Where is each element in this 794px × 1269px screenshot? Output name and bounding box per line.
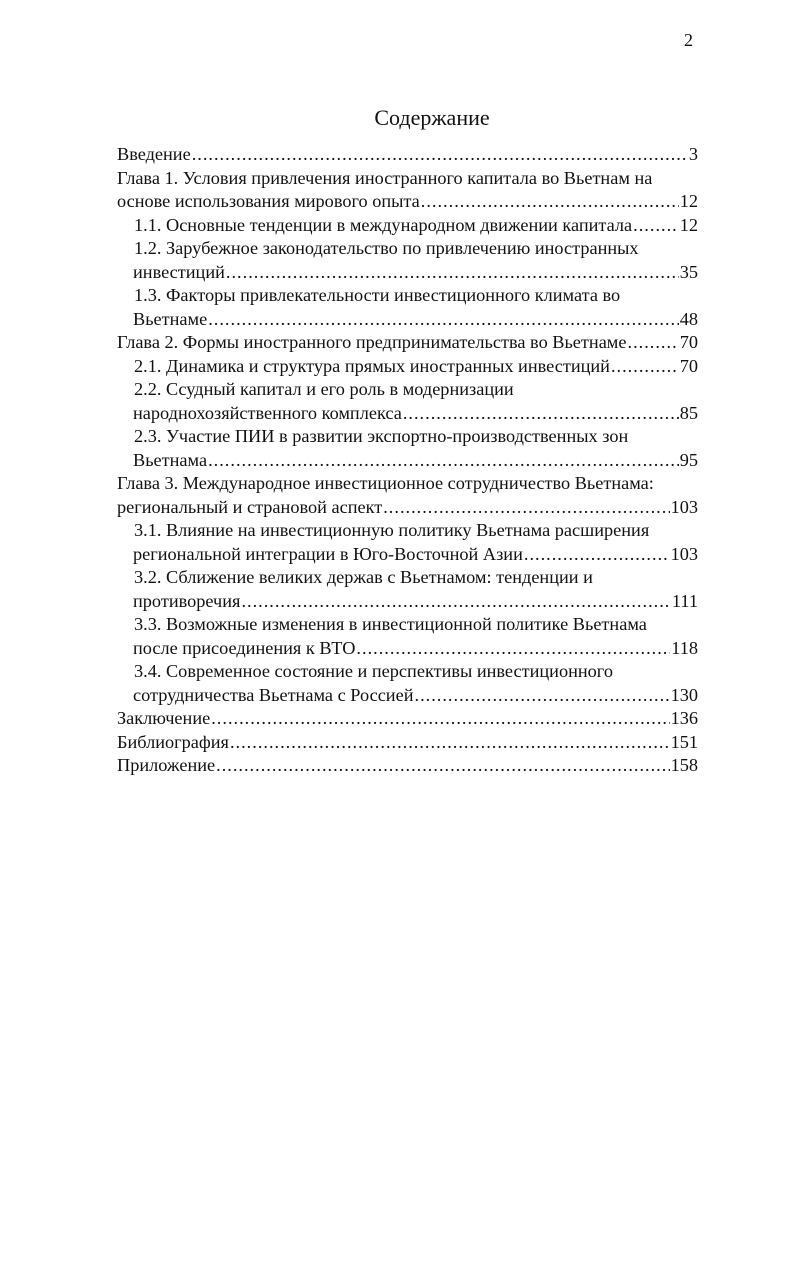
toc-entry-text-line: 3.2. Сближение великих держав с Вьетнамом: тенденции и bbox=[134, 567, 593, 587]
toc-dot-leader bbox=[226, 261, 679, 285]
toc-entry-text: народнохозяйственного комплекса bbox=[133, 402, 402, 423]
toc-entry-text: после присоединения к ВТО bbox=[133, 637, 356, 658]
toc-entry-row bbox=[133, 637, 698, 661]
toc-entry-chapter-3[interactable] bbox=[117, 472, 698, 519]
toc-entry-text: 1.1. Основные тенденции в международном движении капитала bbox=[134, 214, 633, 235]
toc-dot-leader bbox=[216, 754, 669, 778]
toc-entry-row bbox=[133, 261, 698, 285]
toc-entry-text: противоречия bbox=[133, 590, 241, 611]
toc-entry-row bbox=[133, 590, 698, 614]
toc-dot-leader bbox=[230, 731, 670, 755]
toc-page-number: 111 bbox=[671, 590, 698, 611]
toc-entry-row bbox=[134, 355, 698, 379]
toc-dot-leader bbox=[208, 449, 679, 473]
toc-dot-leader bbox=[403, 402, 679, 426]
toc-page-number: 85 bbox=[679, 402, 698, 423]
toc-entry-text: региональной интеграции в Юго-Восточной Азии bbox=[133, 543, 523, 564]
toc-entry-row bbox=[117, 331, 698, 355]
toc-entry-conclusion[interactable] bbox=[117, 707, 698, 731]
toc-dot-leader bbox=[421, 190, 679, 214]
toc-dot-leader bbox=[211, 707, 669, 731]
toc-entry-text: региональный и страновой аспект bbox=[117, 496, 383, 517]
toc-entry-section-3-3[interactable] bbox=[117, 613, 698, 660]
toc-dot-leader bbox=[628, 331, 679, 355]
toc-entry-text-line: 3.1. Влияние на инвестиционную политику Вьетнама расширения bbox=[134, 520, 650, 540]
toc-entry-appendix[interactable] bbox=[117, 754, 698, 778]
toc-page-number: 136 bbox=[670, 708, 698, 728]
toc-entry-section-3-2[interactable] bbox=[117, 566, 698, 613]
toc-entry-section-3-4[interactable] bbox=[117, 660, 698, 707]
toc-entry-text-line: 1.3. Факторы привлекательности инвестиционного климата во bbox=[134, 285, 621, 305]
toc-page-number: 70 bbox=[679, 355, 698, 376]
toc-dot-leader bbox=[611, 355, 679, 379]
toc-entry-section-2-3[interactable] bbox=[117, 425, 698, 472]
toc-entry-section-1-3[interactable] bbox=[117, 284, 698, 331]
toc-dot-leader bbox=[415, 684, 670, 708]
toc-entry-text-line: 1.2. Зарубежное законодательство по привлечению иностранных bbox=[134, 238, 639, 258]
toc-entry-text: инвестиций bbox=[133, 261, 225, 282]
toc-dot-leader bbox=[356, 637, 670, 661]
toc-entry-chapter-2[interactable] bbox=[117, 331, 698, 355]
toc-entry-row bbox=[133, 543, 698, 567]
toc-entry-row bbox=[133, 684, 698, 708]
toc-entry-text: Глава 2. Формы иностранного предпринимательства во Вьетнаме bbox=[117, 332, 627, 352]
toc-entry-text: Приложение bbox=[117, 755, 216, 775]
toc-entry-section-1-1[interactable] bbox=[117, 214, 698, 238]
toc-entry-text-line: 3.4. Современное состояние и перспективы инвестиционного bbox=[134, 661, 613, 681]
toc-entry-section-2-1[interactable] bbox=[117, 355, 698, 379]
toc-entry-row bbox=[117, 754, 698, 778]
toc-page-number: 158 bbox=[670, 755, 698, 775]
toc-dot-leader bbox=[383, 496, 669, 520]
toc-page-number: 12 bbox=[679, 214, 698, 235]
toc-dot-leader bbox=[524, 543, 670, 567]
toc-entry-text: 2.1. Динамика и структура прямых иностранных инвестиций bbox=[134, 355, 610, 376]
toc-entry-chapter-1[interactable] bbox=[117, 167, 698, 214]
toc-page-number: 35 bbox=[679, 261, 698, 282]
toc-entry-row bbox=[117, 731, 698, 755]
toc-entry-text-line: 2.2. Ссудный капитал и его роль в модернизации bbox=[134, 379, 514, 399]
toc-entry-text-line: Глава 1. Условия привлечения иностранного капитала во Вьетнам на bbox=[117, 167, 653, 188]
toc-entry-text: Заключение bbox=[117, 708, 211, 728]
toc-entry-text-line: 3.3. Возможные изменения в инвестиционной политике Вьетнама bbox=[134, 614, 647, 634]
toc-entry-text: Библиография bbox=[117, 731, 229, 752]
toc-entry-bibliography[interactable] bbox=[117, 731, 698, 755]
toc-entry-text: Введение bbox=[117, 144, 191, 164]
toc-page-number: 118 bbox=[671, 637, 698, 658]
toc-entry-section-2-2[interactable] bbox=[117, 378, 698, 425]
toc-dot-leader bbox=[633, 214, 679, 238]
toc-entry-text: сотрудничества Вьетнама с Россией bbox=[133, 684, 414, 705]
toc-page-number: 95 bbox=[679, 449, 698, 470]
toc-dot-leader bbox=[192, 143, 688, 167]
toc-dot-leader bbox=[208, 308, 679, 332]
toc-entry-row bbox=[134, 214, 698, 238]
toc-entry-row bbox=[117, 190, 698, 214]
toc-page-number: 151 bbox=[670, 731, 698, 752]
page-number: 2 bbox=[684, 30, 693, 50]
toc-dot-leader bbox=[241, 590, 670, 614]
toc-entry-text: Вьетнама bbox=[133, 449, 208, 470]
toc-entry-section-3-1[interactable] bbox=[117, 519, 698, 566]
toc-entry-introduction[interactable] bbox=[117, 143, 698, 167]
toc-entry-section-1-2[interactable] bbox=[117, 237, 698, 284]
toc-entry-row bbox=[133, 449, 698, 473]
toc-page-number: 103 bbox=[670, 543, 698, 564]
table-of-contents bbox=[117, 143, 698, 778]
toc-page-number: 3 bbox=[688, 144, 698, 164]
toc-page-number: 130 bbox=[670, 684, 698, 705]
toc-entry-row bbox=[133, 308, 698, 332]
toc-entry-text: Вьетнаме bbox=[133, 308, 208, 329]
toc-entry-row bbox=[117, 707, 698, 731]
toc-entry-text: основе использования мирового опыта bbox=[117, 191, 420, 211]
toc-page-number: 48 bbox=[679, 308, 698, 329]
toc-page-number: 12 bbox=[679, 191, 698, 211]
toc-page-number: 103 bbox=[670, 496, 698, 517]
toc-entry-text-line: 2.3. Участие ПИИ в развитии экспортно-производственных зон bbox=[134, 426, 629, 446]
toc-entry-text-line: Глава 3. Международное инвестиционное сотрудничество Вьетнама: bbox=[117, 473, 654, 493]
toc-entry-row bbox=[133, 402, 698, 426]
page-title: Содержание bbox=[374, 105, 490, 130]
toc-page-number: 70 bbox=[679, 332, 698, 352]
toc-entry-row bbox=[117, 143, 698, 167]
toc-entry-row bbox=[117, 496, 698, 520]
